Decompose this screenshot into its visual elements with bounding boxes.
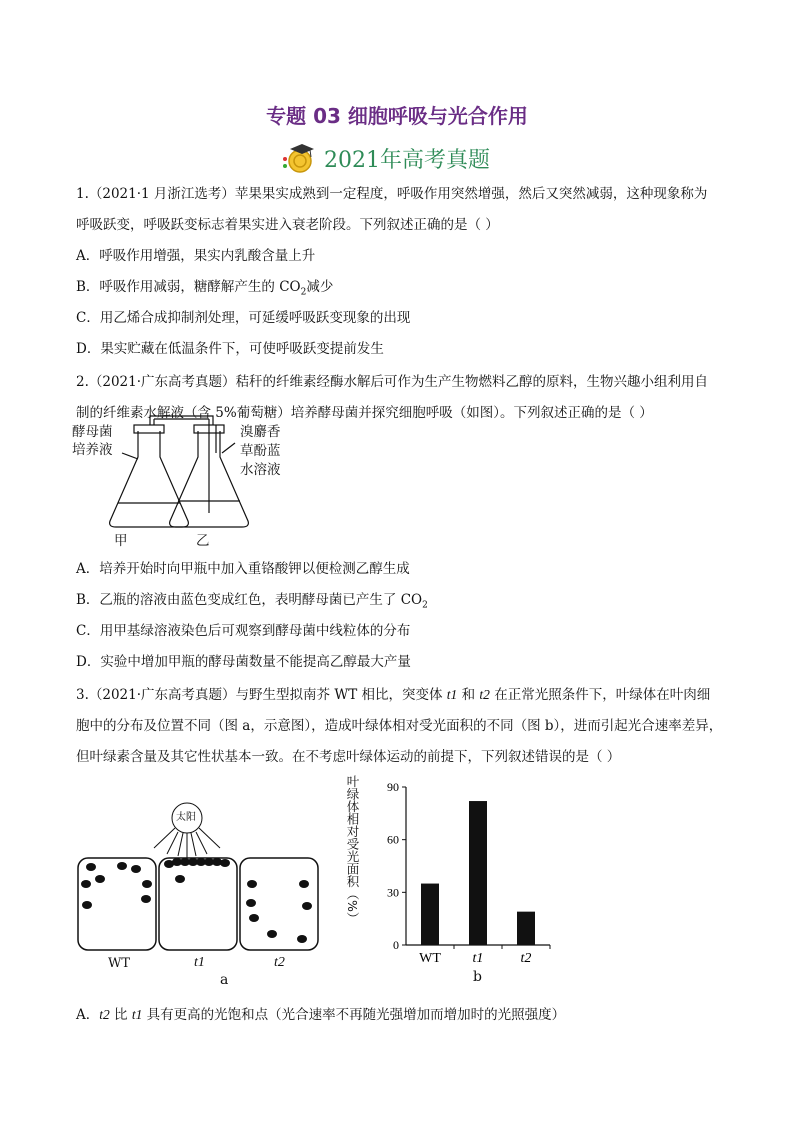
y-tick-label: 90 bbox=[387, 780, 399, 794]
page-title: 专题 03 细胞呼吸与光合作用 bbox=[266, 104, 528, 128]
q3-option-a bbox=[76, 1006, 726, 1024]
x-tick-label: WT bbox=[419, 951, 441, 965]
flask-b-label: 乙 bbox=[196, 533, 210, 549]
figure-b-caption: b bbox=[473, 969, 482, 985]
q1-option-b bbox=[76, 278, 726, 302]
q1-option-b-sub: 2 bbox=[300, 287, 307, 298]
flask-figure bbox=[70, 413, 300, 548]
q3-stem-line2: 胞中的分布及位置不同（图 a，示意图），造成叶绿体相对受光面积的不同（图 b），进而引起光合速率差异， bbox=[76, 718, 723, 734]
sun-label: 太阳 bbox=[176, 812, 196, 823]
figure-a-caption: a bbox=[220, 972, 229, 988]
q1-option-b-text: B．呼吸作用减弱，糖酵解产生的 CO bbox=[76, 279, 301, 295]
subtitle-block bbox=[280, 140, 490, 176]
x-tick-label: t1 bbox=[472, 951, 484, 965]
q3-stem-post: 在正常光照条件下，叶绿体在叶肉细 bbox=[489, 687, 711, 703]
flask-left-label-1: 酵母菌 bbox=[72, 424, 113, 440]
q1-option-b-post: 减少 bbox=[306, 279, 334, 295]
section-subtitle: 2021年高考真题 bbox=[324, 147, 490, 173]
flask-right-label-1: 溴麝香 bbox=[240, 424, 281, 440]
q3-and: 和 bbox=[457, 687, 480, 703]
q3-option-a-mid: 比 bbox=[109, 1007, 132, 1023]
q2-option-a: A．培养开始时向甲瓶中加入重铬酸钾以便检测乙醇生成 bbox=[76, 561, 410, 577]
figure-a bbox=[74, 796, 324, 991]
q1-option-d: D．果实贮藏在低温条件下，可使呼吸跃变提前发生 bbox=[76, 341, 384, 357]
q2-option-b-text: B．乙瓶的溶液由蓝色变成红色，表明酵母菌已产生了 CO bbox=[76, 592, 423, 608]
figure-b bbox=[318, 775, 558, 990]
bar-t2 bbox=[517, 912, 535, 945]
flask-right-label-3: 水溶液 bbox=[240, 462, 281, 478]
cell-label-wt: WT bbox=[108, 956, 131, 971]
q3-stem-line1 bbox=[76, 686, 726, 704]
q2-option-c: C．用甲基绿溶液染色后可观察到酵母菌中线粒体的分布 bbox=[76, 623, 411, 639]
q3-option-a-post: 具有更高的光饱和点（光合速率不再随光强增加而增加时的光照强度） bbox=[142, 1007, 566, 1023]
flask-right-label bbox=[240, 423, 281, 480]
q2-stem-line1: 2.（2021·广东高考真题）秸秆的纤维素经酶水解后可作为生产生物燃料乙醇的原料，生物兴趣小组利用自 bbox=[76, 374, 709, 390]
q3-stem-pre: 3.（2021·广东高考真题）与野生型拟南芥 WT 相比，突变体 bbox=[76, 687, 447, 703]
y-tick-label: 0 bbox=[393, 938, 399, 952]
cell-label-t1: t1 bbox=[194, 955, 205, 970]
y-tick-label: 60 bbox=[387, 832, 399, 847]
q2-option-d: D．实验中增加甲瓶的酵母菌数量不能提高乙醇最大产量 bbox=[76, 654, 411, 670]
cell-label-t2: t2 bbox=[274, 955, 285, 970]
bar-t1 bbox=[469, 801, 487, 945]
q3-stem-line3: 但叶绿素含量及其它性状基本一致。在不考虑叶绿体运动的前提下，下列叙述错误的是（ ） bbox=[76, 749, 621, 765]
q1-option-a: A．呼吸作用增强，果实内乳酸含量上升 bbox=[76, 248, 316, 264]
flask-a-label: 甲 bbox=[114, 533, 128, 549]
q3-t2: t2 bbox=[479, 687, 490, 702]
q2-stem-line2: 制的纤维素水解液（含 5%葡萄糖）培养酵母菌并探究细胞呼吸（如图）。下列叙述正确的是（ ） bbox=[76, 405, 653, 421]
q1-option-c: C．用乙烯合成抑制剂处理，可延缓呼吸跃变现象的出现 bbox=[76, 310, 411, 326]
mascot-logo-icon bbox=[280, 141, 316, 175]
q1-stem-line1: 1.（2021·1 月浙江选考）苹果果实成熟到一定程度，呼吸作用突然增强，然后又突然减弱，这种现象称为 bbox=[76, 186, 708, 202]
chart-y-axis-label: 叶绿体相对受光面积（%） bbox=[345, 775, 360, 925]
q3-t1: t1 bbox=[446, 687, 458, 702]
q1-stem-line2: 呼吸跃变，呼吸跃变标志着果实进入衰老阶段。下列叙述正确的是（ ） bbox=[76, 217, 499, 233]
q3-option-a-t2: t2 bbox=[99, 1007, 110, 1022]
flask-left-label bbox=[72, 423, 113, 459]
q3-option-a-pre: A． bbox=[76, 1007, 100, 1023]
y-tick-label: 30 bbox=[387, 885, 399, 900]
bar-wt bbox=[421, 884, 439, 945]
flask-left-label-2: 培养液 bbox=[72, 442, 113, 458]
x-tick-label: t2 bbox=[520, 951, 532, 965]
flask-right-label-2: 草酚蓝 bbox=[240, 443, 281, 459]
q2-option-b-sub: 2 bbox=[422, 600, 428, 611]
q2-option-b bbox=[76, 591, 726, 615]
q3-option-a-t1: t1 bbox=[131, 1007, 143, 1022]
